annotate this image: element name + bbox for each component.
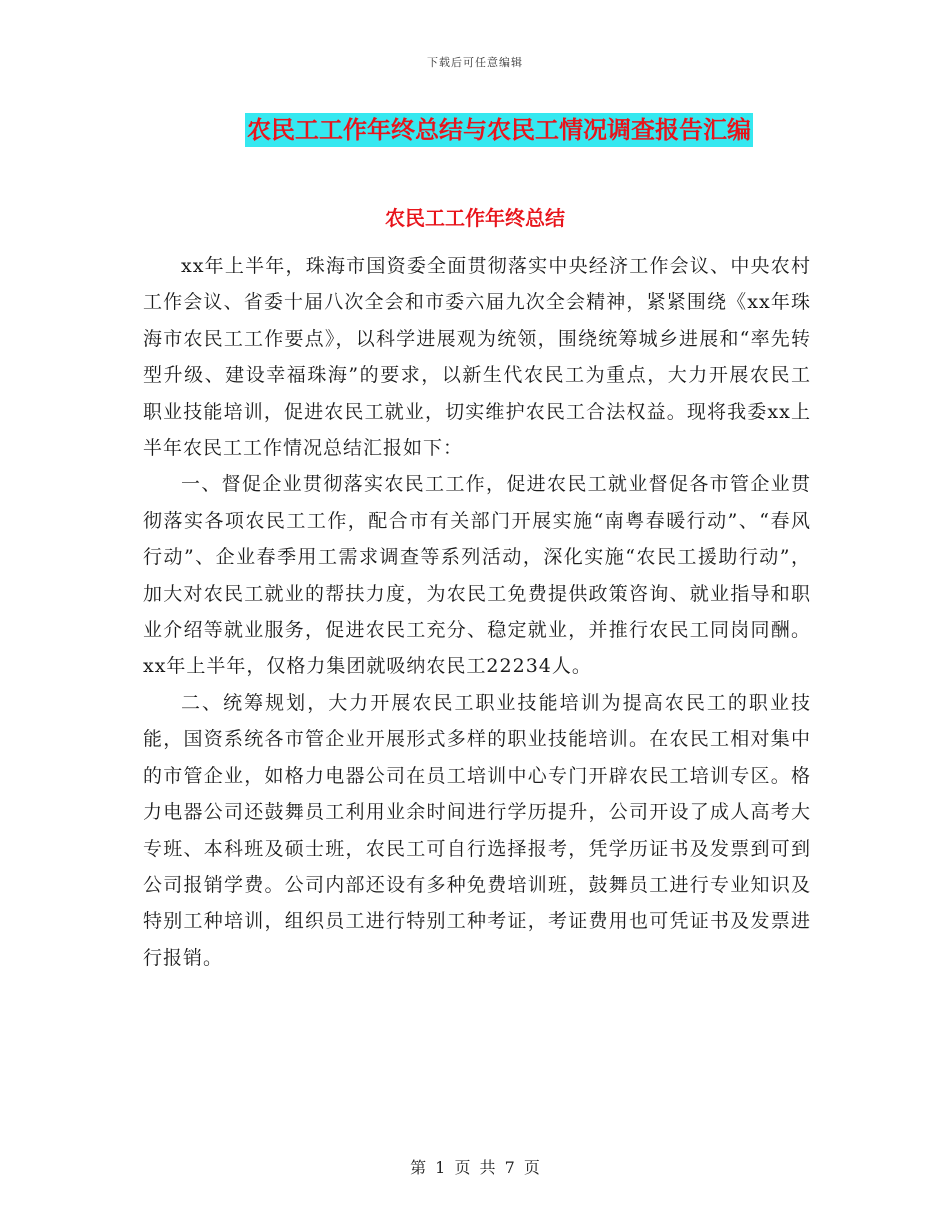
paragraph-employment: 一、督促企业贯彻落实农民工工作，促进农民工就业督促各市管企业贯彻落实各项农民工工作，配合市有关部门开展实施“南粤春暖行动”、“春风行动”、企业春季用工需求调查等系列活动，深化实施“农民工援助行动”，加大对农民工就业的帮扶力度，为农民工免费提供政策咨询、就业指导和职业介绍等就业服务，促进农民工充分、稳定就业，并推行农民工同岗同酬。xx年上半年，仅格力集团就吸纳农民工22234人。 xyxy=(143,473,811,678)
page-number: 第 1 页 共 7 页 xyxy=(410,1158,540,1177)
body-text xyxy=(143,248,811,976)
paragraph-training: 二、统筹规划，大力开展农民工职业技能培训为提高农民工的职业技能，国资系统各市管企业开展形式多样的职业技能培训。在农民工相对集中的市管企业，如格力电器公司在员工培训中心专门开辟农民工培训专区。格力电器公司还鼓舞员工利用业余时间进行学历提升，公司开设了成人高考大专班、本科班及硕士班，农民工可自行选择报考，凭学历证书及发票到可到公司报销学费。公司内部还设有多种免费培训班，鼓舞员工进行专业知识及特别工种培训，组织员工进行特别工种考证，考证费用也可凭证书及发票进行报销。 xyxy=(143,691,811,969)
main-title-container xyxy=(0,113,950,147)
section-title: 农民工工作年终总结 xyxy=(385,206,565,230)
paragraph-intro: xx年上半年，珠海市国资委全面贯彻落实中央经济工作会议、中央农村工作会议、省委十届八次全会和市委六届九次全会精神，紧紧围绕《xx年珠海市农民工工作要点》，以科学进展观为统领，围绕统筹城乡进展和“率先转型升级、建设幸福珠海”的要求，以新生代农民工为重点，大力开展农民工职业技能培训，促进农民工就业，切实维护农民工合法权益。现将我委xx上半年农民工工作情况总结汇报如下： xyxy=(143,255,811,460)
main-title: 农民工工作年终总结与农民工情况调查报告汇编 xyxy=(245,113,753,147)
header-note: 下载后可任意编辑 xyxy=(427,56,523,69)
